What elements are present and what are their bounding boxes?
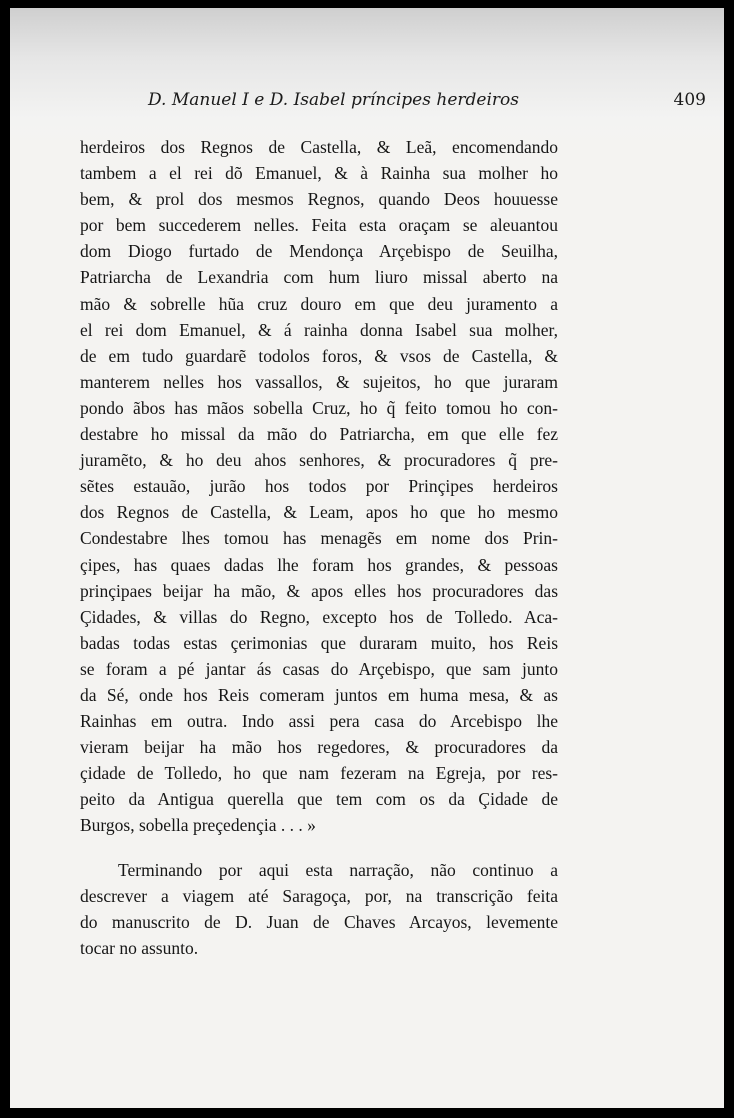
text-line: herdeiros dos Regnos de Castella, & Leã, encomendando [80, 137, 558, 157]
text-line: manterem nelles hos vassallos, & sujeitos, ho que juraram [80, 371, 558, 392]
text-line: mão & sobrelle hũa cruz douro em que deu juramento a [80, 293, 558, 314]
page-number: 409 [673, 90, 706, 110]
book-page [10, 8, 724, 1108]
text-line: badas todas estas çerimonias que duraram muito, hos Reis [80, 632, 558, 653]
text-line: Rainhas em outra. Indo assi pera casa do Arcebispo lhe [80, 711, 558, 732]
text-line: juramẽto, & ho deu ahos senhores, & procuradores q̃ pre- [80, 450, 558, 471]
text-line: Burgos, sobella preçedençia . . . » [80, 815, 316, 836]
text-line: pondo ãbos has mãos sobella Cruz, ho q̃ feito tomou ho con- [80, 397, 558, 418]
text-line: do manuscrito de D. Juan de Chaves Arcayos, levemente [80, 912, 558, 933]
text-line: tambem a el rei dõ Emanuel, & à Rainha sua molher ho [80, 163, 558, 184]
text-line: prinçipaes beijar ha mão, & apos elles hos procuradores das [80, 580, 558, 601]
text-line: çidade de Tolledo, ho que nam fezeram na Egreja, por res- [80, 763, 558, 784]
text-line: se foram a pé jantar ás casas do Arçebispo, que sam junto [80, 658, 558, 679]
text-line: dom Diogo furtado de Mendonça Arçebispo de Seuilha, [80, 241, 558, 262]
text-line: da Sé, onde hos Reis comeram juntos em huma mesa, & as [80, 684, 558, 705]
text-line: dos Regnos de Castella, & Leam, apos ho que ho mesmo [80, 502, 558, 523]
text-line: peito da Antigua querella que tem com os da Çidade de [80, 789, 558, 810]
text-line: Terminando por aqui esta narração, não continuo a [118, 860, 558, 880]
text-line: Condestabre lhes tomou has menagẽs em nome dos Prin- [80, 528, 558, 549]
quoted-passage [80, 134, 558, 839]
text-line: de em tudo guardarẽ todolos foros, & vsos de Castella, & [80, 345, 558, 366]
text-line: bem, & prol dos mesmos Regnos, quando Deos houuesse [80, 189, 558, 210]
text-line: descrever a viagem até Saragoça, por, na transcrição feita [80, 886, 558, 907]
text-line: por bem succederem nelles. Feita esta oraçam se aleuantou [80, 215, 558, 236]
running-head: D. Manuel I e D. Isabel príncipes herdeiros [148, 90, 519, 110]
text-line: destabre ho missal da mão do Patriarcha, em que elle fez [80, 424, 558, 445]
text-line: Çidades, & villas do Regno, excepto hos de Tolledo. Aca- [80, 606, 558, 627]
text-line: el rei dom Emanuel, & á rainha donna Isabel sua molher, [80, 319, 558, 340]
text-line: tocar no assunto. [80, 938, 199, 959]
text-line: vieram beijar ha mão hos regedores, & procuradores da [80, 737, 558, 758]
text-line: sẽtes estauão, jurão hos todos por Prinçipes herdeiros [80, 476, 558, 497]
text-line: Patriarcha de Lexandria com hum liuro missal aberto na [80, 267, 558, 288]
text-line: çipes, has quaes dadas lhe foram hos grandes, & pessoas [80, 554, 558, 575]
closing-paragraph [80, 857, 558, 961]
